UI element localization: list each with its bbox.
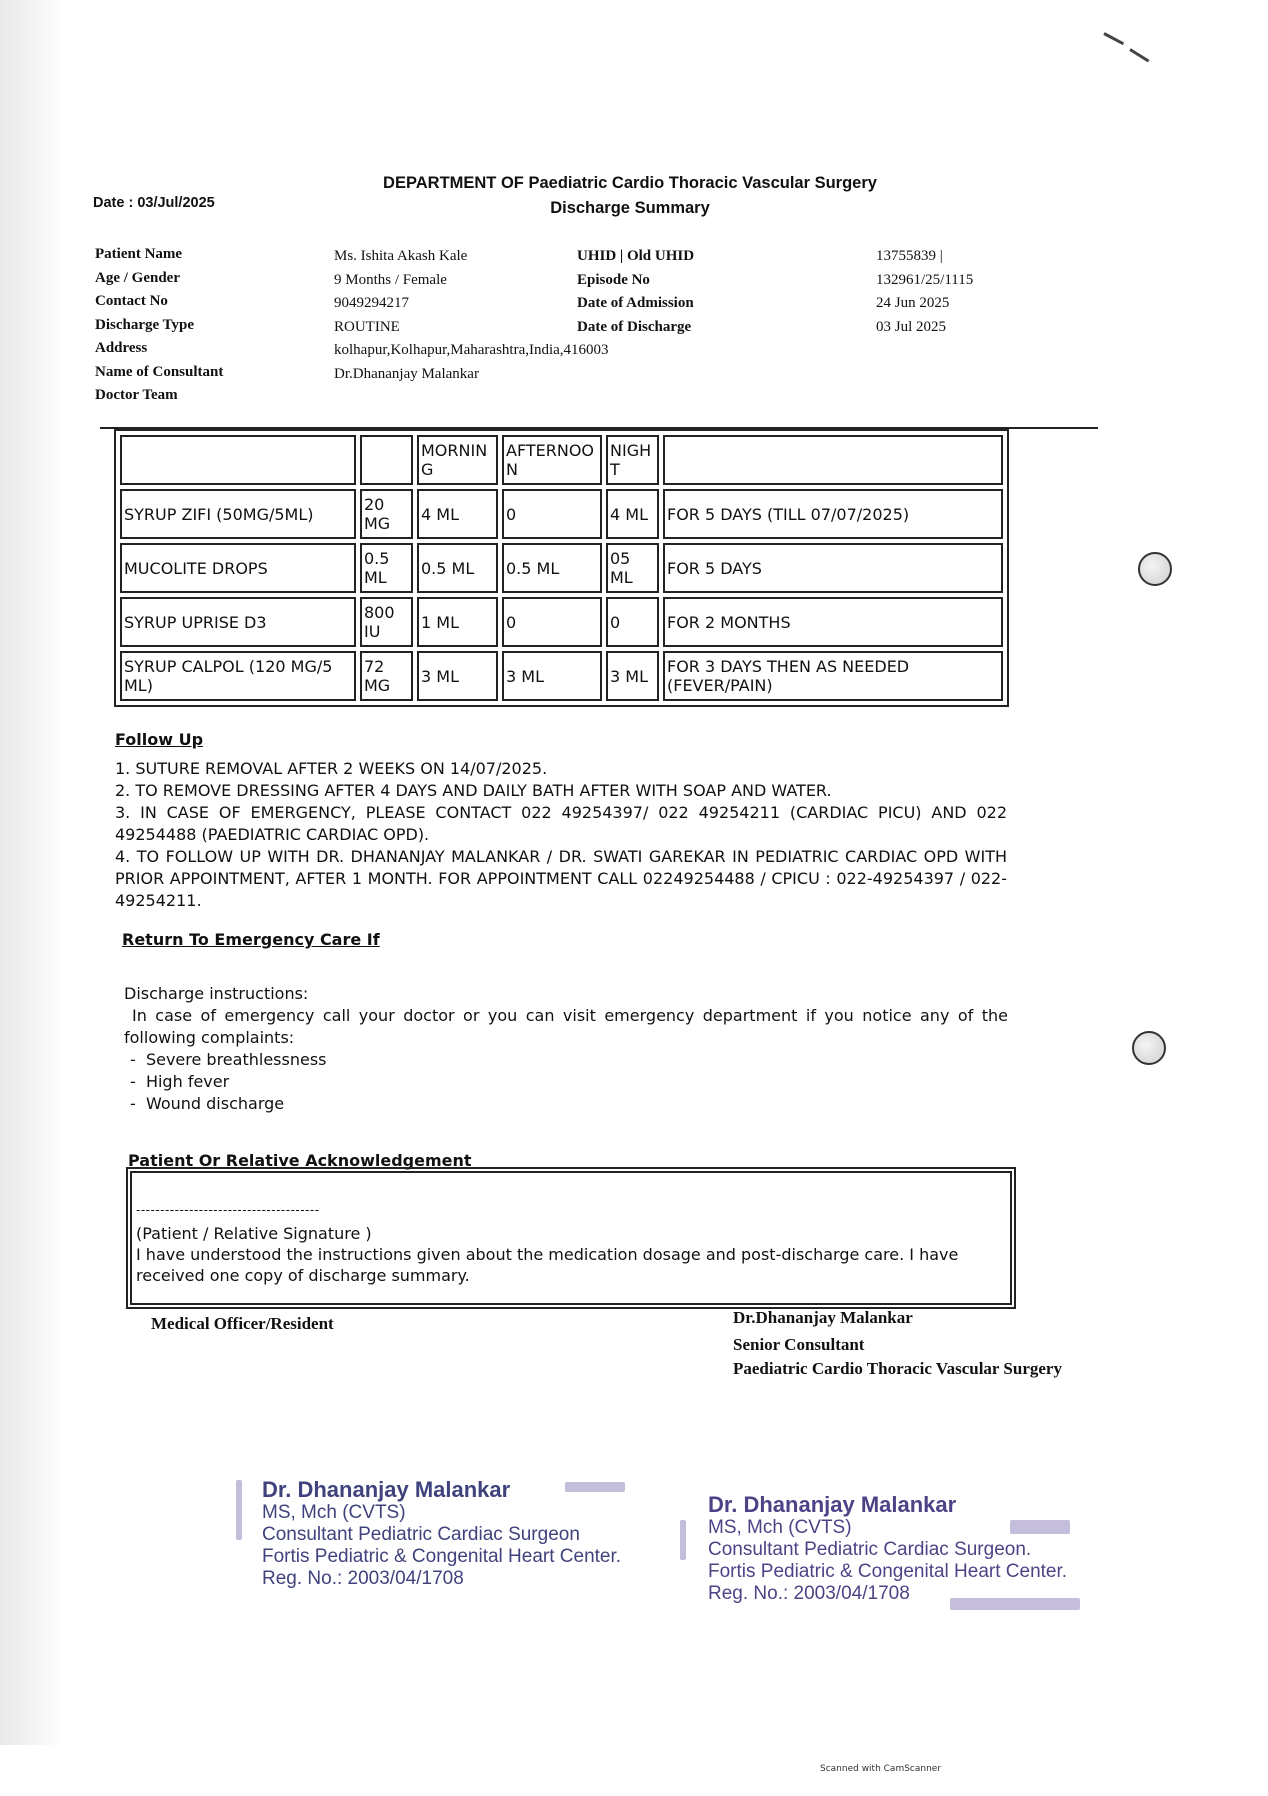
stamp-line: Reg. No.: 2003/04/1708 [262, 1568, 464, 1589]
medicine-duration: FOR 2 MONTHS [663, 597, 1003, 647]
punch-hole [1132, 1031, 1166, 1065]
scanner-watermark: Scanned with CamScanner [820, 1764, 942, 1774]
consultant-name: Dr.Dhananjay Malankar [733, 1308, 913, 1327]
follow-up-item: 3. IN CASE OF EMERGENCY, PLEASE CONTACT 022 49254397/ 022 49254211 (CARDIAC PICU) AND 022 49254488 (PAEDIATRIC CARDIAC OPD). [115, 803, 1007, 844]
label-discharge-type: Discharge Type [95, 316, 195, 333]
medicine-dose: 800 IU [360, 597, 413, 647]
stamp-line: Dr. Dhananjay Malankar [262, 1477, 511, 1502]
punch-hole [1138, 552, 1172, 586]
morning-dose: 0.5 ML [417, 543, 498, 593]
complaint-item: - High fever [130, 1072, 230, 1091]
value-consultant: Dr.Dhananjay Malankar [334, 365, 479, 382]
stamp-line: Dr. Dhananjay Malankar [708, 1492, 957, 1517]
label-contact-no: Contact No [95, 293, 168, 309]
label-episode-no: Episode No [577, 271, 650, 288]
acknowledgement-box [130, 1171, 1012, 1305]
night-dose: 05 ML [606, 543, 659, 593]
document-title: Discharge Summary [550, 199, 710, 217]
signature-label: (Patient / Relative Signature ) [136, 1224, 372, 1243]
label-consultant: Name of Consultant [95, 363, 224, 380]
medication-table [114, 429, 1009, 707]
medicine-dose: 20 MG [360, 489, 413, 539]
follow-up-item: 2. TO REMOVE DRESSING AFTER 4 DAYS AND DAILY BATH AFTER WITH SOAP AND WATER. [115, 781, 832, 800]
value-patient-name: Ms. Ishita Akash Kale [334, 248, 468, 264]
follow-up-list [115, 758, 1007, 912]
afternoon-dose: 0.5 ML [502, 543, 602, 593]
label-age-gender: Age / Gender [95, 269, 180, 286]
value-episode-no: 132961/25/1115 [876, 271, 974, 288]
medicine-duration: FOR 5 DAYS (TILL 07/07/2025) [663, 489, 1003, 539]
document-date: Date : 03/Jul/2025 [93, 195, 215, 211]
instructions-title: Discharge instructions: [124, 984, 309, 1003]
medicine-dose: 0.5 ML [360, 543, 413, 593]
medication-row [120, 651, 1003, 701]
ink-speck [950, 1598, 1080, 1610]
follow-up-heading: Follow Up [115, 730, 204, 749]
stamp-line: MS, Mch (CVTS) [262, 1502, 406, 1523]
value-date-discharge: 03 Jul 2025 [876, 318, 947, 335]
follow-up-item: 4. TO FOLLOW UP WITH DR. DHANANJAY MALANKAR / DR. SWATI GAREKAR IN PEDIATRIC CARDIAC OPD WITH PRIOR APPOINTMENT, AFTER 1 MONTH. FOR APPOINTMENT CALL 02249254488 / CPICU : 022-49254397 / 022-49254211. [115, 847, 1007, 910]
consultant-signature-block [733, 1304, 1063, 1380]
label-uhid: UHID | Old UHID [577, 248, 695, 264]
header-cell-morning: MORNIN G [417, 435, 498, 485]
discharge-instructions [124, 983, 1008, 1115]
medication-row [120, 543, 1003, 593]
consultant-department: Paediatric Cardio Thoracic Vascular Surgery [733, 1359, 1062, 1378]
stamp-line: Fortis Pediatric & Congenital Heart Center. [262, 1546, 622, 1567]
stamp-line: Consultant Pediatric Cardiac Surgeon. [708, 1539, 1032, 1560]
night-dose: 4 ML [606, 489, 659, 539]
medicine-name: MUCOLITE DROPS [120, 543, 356, 593]
medical-officer-label: Medical Officer/Resident [151, 1314, 334, 1333]
patient-info-labels [95, 243, 223, 408]
ink-speck [565, 1482, 625, 1492]
patient-info-right-values [876, 245, 973, 339]
department-title: DEPARTMENT OF Paediatric Cardio Thoracic Vascular Surgery [383, 174, 877, 192]
instructions-intro: In case of emergency call your doctor or you can visit emergency department if you notice any of the following complaints: [124, 1006, 1008, 1047]
header-cell-night: NIGH T [606, 435, 659, 485]
acknowledgement-content [136, 1203, 1002, 1286]
medication-row [120, 597, 1003, 647]
patient-info-values [334, 245, 609, 386]
signature-dash-line: -------------------------------------- [136, 1203, 320, 1217]
scan-shadow [0, 0, 62, 1745]
complaint-text: Wound discharge [145, 1094, 285, 1113]
medication-header-row [120, 435, 1003, 485]
stamp-line: Consultant Pediatric Cardiac Surgeon [262, 1524, 580, 1545]
return-emergency-heading: Return To Emergency Care If [122, 930, 380, 949]
medicine-duration: FOR 3 DAYS THEN AS NEEDED (FEVER/PAIN) [663, 651, 1003, 701]
medicine-name: SYRUP CALPOL (120 MG/5 ML) [120, 651, 356, 701]
value-age-gender: 9 Months / Female [334, 271, 447, 288]
morning-dose: 3 ML [417, 651, 498, 701]
acknowledgement-statement: I have understood the instructions given about the medication dosage and post-discharge care. I have received one copy of discharge summary. [136, 1245, 959, 1285]
complaint-item: - Severe breathlessness [130, 1050, 327, 1069]
doctor-stamp-left [262, 1477, 682, 1589]
stamp-text [708, 1493, 1067, 1605]
header-cell-drug [120, 435, 356, 485]
medicine-name: SYRUP ZIFI (50MG/5ML) [120, 489, 356, 539]
label-doctor-team: Doctor Team [95, 387, 178, 403]
afternoon-dose: 0 [502, 489, 602, 539]
label-date-discharge: Date of Discharge [577, 318, 692, 335]
complaint-item: - Wound discharge [130, 1094, 285, 1113]
patient-info-right-labels [577, 245, 694, 339]
ink-speck [236, 1480, 242, 1540]
medicine-dose: 72 MG [360, 651, 413, 701]
night-dose: 3 ML [606, 651, 659, 701]
morning-dose: 4 ML [417, 489, 498, 539]
header-cell-duration [663, 435, 1003, 485]
medication-row [120, 489, 1003, 539]
value-contact-no: 9049294217 [334, 295, 409, 311]
value-uhid: 13755839 | [876, 248, 943, 264]
label-patient-name: Patient Name [95, 246, 183, 262]
label-date-admission: Date of Admission [577, 295, 694, 311]
stamp-line: Reg. No.: 2003/04/1708 [708, 1583, 910, 1604]
afternoon-dose: 0 [502, 597, 602, 647]
medicine-duration: FOR 5 DAYS [663, 543, 1003, 593]
value-date-admission: 24 Jun 2025 [876, 295, 950, 311]
acknowledgement-heading: Patient Or Relative Acknowledgement [128, 1151, 472, 1170]
header-cell-dose [360, 435, 413, 485]
consultant-title: Senior Consultant [733, 1335, 865, 1354]
value-address: kolhapur,Kolhapur,Maharashtra,India,416003 [334, 342, 609, 358]
stamp-line: MS, Mch (CVTS) [708, 1517, 852, 1538]
value-discharge-type: ROUTINE [334, 318, 400, 335]
label-address: Address [95, 340, 148, 356]
follow-up-item: 1. SUTURE REMOVAL AFTER 2 WEEKS ON 14/07/2025. [115, 759, 548, 778]
ink-speck [1010, 1520, 1070, 1534]
morning-dose: 1 ML [417, 597, 498, 647]
night-dose: 0 [606, 597, 659, 647]
ink-speck [680, 1520, 686, 1560]
medicine-name: SYRUP UPRISE D3 [120, 597, 356, 647]
afternoon-dose: 3 ML [502, 651, 602, 701]
complaint-text: Severe breathlessness [145, 1050, 327, 1069]
header-cell-afternoon: AFTERNOO N [502, 435, 602, 485]
complaint-text: High fever [145, 1072, 230, 1091]
pen-mark [1103, 32, 1124, 45]
stamp-line: Fortis Pediatric & Congenital Heart Center. [708, 1561, 1068, 1582]
pen-mark [1129, 48, 1149, 62]
